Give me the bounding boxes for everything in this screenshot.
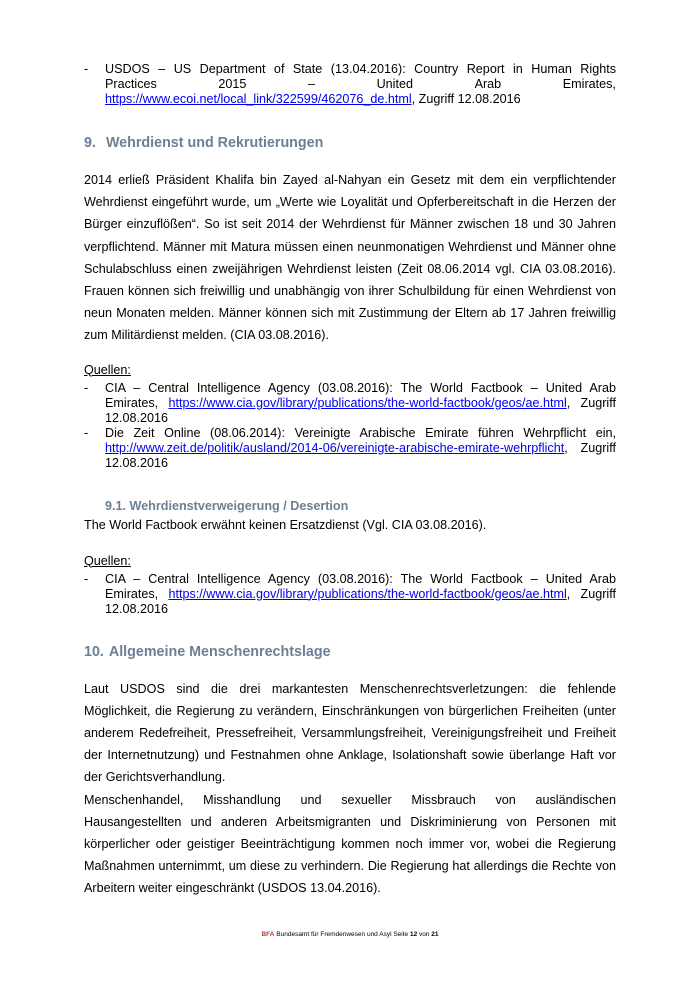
source-line1: USDOS – US Department of State (13.04.2016): Country Report in Human Rights [105, 62, 616, 76]
document-page [84, 62, 616, 900]
page-footer: BFA Bundesamt für Fremdenwesen und Asyl Seite 12 von 21 [261, 931, 439, 938]
list-dash: - [84, 425, 89, 440]
source-entry-zeit: - Die Zeit Online (08.06.2014): Vereinigte Arabische Emirate führen Wehrpflicht ein, http://www.zeit.de/politik/ausland/2014-06/vereinigte-arabische-emirate-wehrpflicht, Zugriff 12.08.2016 [84, 425, 616, 470]
section-heading-9-1: 9.1. Wehrdienstverweigerung / Desertion [105, 498, 349, 513]
list-dash: - [84, 62, 89, 76]
sources-list-9-1 [84, 572, 616, 617]
section-heading-10: 10. Allgemeine Menschenrechtslage [84, 643, 331, 660]
source-link-cia[interactable]: https://www.cia.gov/library/publications/the-world-factbook/geos/ae.html [168, 395, 567, 410]
source-line2: Practices 2015 – United Arab Emirates, [105, 77, 616, 91]
source-link-zeit[interactable]: http://www.zeit.de/politik/ausland/2014-06/vereinigte-arabische-emirate-wehrpflicht [105, 440, 565, 455]
section-9-1-paragraph: The World Factbook erwähnt keinen Ersatzdienst (Vgl. CIA 03.08.2016). [84, 517, 487, 532]
bfa-logo-text: BFA [261, 931, 275, 938]
source-line3: https://www.ecoi.net/local_link/322599/462076_de.html, Zugriff 12.08.2016 [105, 92, 521, 106]
list-dash: - [84, 571, 89, 586]
source-entry-cia: - CIA – Central Intelligence Agency (03.08.2016): The World Factbook – United Arab Emirates, https://www.cia.gov/library/publications/the-world-factbook/geos/ae.html, Zugriff 12.08.2016 [84, 380, 616, 425]
section-heading-9: 9. Wehrdienst und Rekrutierungen [84, 135, 324, 151]
source-link-ecoi[interactable]: https://www.ecoi.net/local_link/322599/462076_de.html [105, 92, 412, 106]
page-total: 21 [431, 931, 439, 938]
list-dash: - [84, 380, 89, 395]
section-10-paragraph-2: Menschenhandel, Misshandlung und sexueller Missbrauch von ausländischen Hausangestellten und anderen Arbeitsmigranten und Diskriminierung von Personen mit körperlicher oder geistiger Beeinträchtigung kommen noch immer vor, wobei die Regierung Maßnahmen unternimmt, um diese zu verhindern. Die Regierung hat allerdings die Rechte von Arbeitern weiter eingeschränkt (USDOS 13.04.2016). [84, 792, 616, 896]
source-entry-cia: - CIA – Central Intelligence Agency (03.08.2016): The World Factbook – United Arab Emirates, https://www.cia.gov/library/publications/the-world-factbook/geos/ae.html, Zugriff 12.08.2016 [84, 571, 616, 616]
section-10-paragraph-1: Laut USDOS sind die drei markantesten Menschenrechtsverletzungen: die fehlende Möglichkeit, die Regierung zu verändern, Einschränkungen von bürgerlichen Freiheiten (unter anderem Redefreiheit, Pressefreiheit, Versammlungsfreiheit, Vereinigungsfreiheit und Freiheit der Internetnutzung) und Festnahmen ohne Anklage, Isolationshaft sowie überlange Haft vor der Gerichtsverhandlung. [84, 681, 616, 785]
section-9-paragraph: 2014 erließ Präsident Khalifa bin Zayed al-Nahyan ein Gesetz mit dem ein verpflichtender Wehrdienst eingeführt wurde, um „Werte wie Loyalität und Opferbereitschaft in die Herzen der Bürger einzuflößen“. So ist seit 2014 der Wehrdienst für Männer zwischen 18 und 30 Jahren verpflichtend. Männer mit Matura müssen einen neunmonatigen Wehrdienst und Männer ohne Schulabschluss einen zweijährigen Wehrdienst leisten (Zeit 08.06.2014 vgl. CIA 03.08.2016). Frauen können sich freiwillig und unabhängig von ihrer Schulbildung für einen Wehrdienst von neun Monaten melden. Männer können sich mit Zustimmung der Eltern ab 17 Jahren freiwillig zum Militärdienst melden. (CIA 03.08.2016). [84, 173, 616, 343]
page-number: 12 [409, 931, 418, 938]
source-entry-usdos [84, 62, 616, 107]
source-link-cia[interactable]: https://www.cia.gov/library/publications/the-world-factbook/geos/ae.html [168, 586, 567, 601]
sources-list-9 [84, 381, 616, 471]
sources-label: Quellen: [84, 553, 131, 568]
sources-label: Quellen: [84, 362, 131, 377]
